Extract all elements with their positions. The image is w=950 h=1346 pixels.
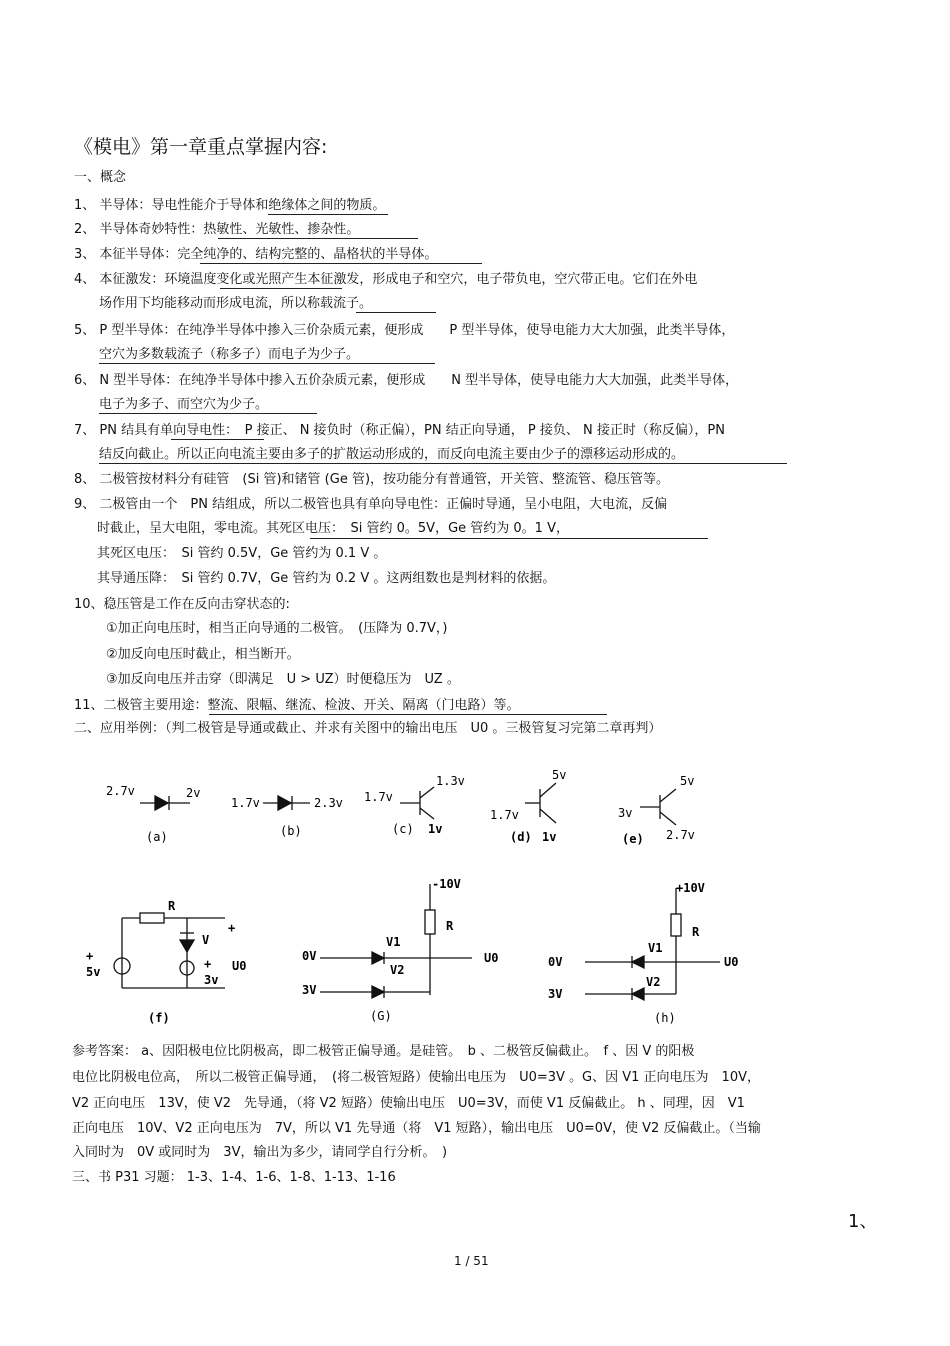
fig-b-anode-voltage: 1.7v xyxy=(231,796,260,810)
underline xyxy=(99,463,787,464)
answer-line: 参考答案： a、因阳极电位比阴极高，即二极管正偏导通。是硅管。 b 、二极管反偏截止。 f 、因 V 的阳极 xyxy=(72,1044,695,1059)
fig-a-cathode-voltage: 2v xyxy=(186,786,201,800)
fig-h-diode1-label: V1 xyxy=(648,941,663,955)
fig-e-collector-voltage: 5v xyxy=(680,774,695,788)
fig-d-emitter-voltage: 1v xyxy=(542,830,557,844)
underline xyxy=(99,413,317,414)
fig-h-supply-voltage: +10V xyxy=(676,881,705,895)
fig-e-base-voltage: 3v xyxy=(618,806,633,820)
list-item-continuation: 结反向截止。所以正向电流主要由多子的扩散运动形成的，而反向电流主要由少子的漂移运动形成的。 xyxy=(99,447,685,462)
list-item: 4、 本征激发：环境温度变化或光照产生本征激发，形成电子和空穴，电子带负电，空穴带正电。它们在外电 xyxy=(74,272,698,287)
fig-g-diode2-label: V2 xyxy=(390,963,405,977)
fig-g-input1: 0V xyxy=(302,949,317,963)
section-heading-examples: 二、应用举例：（判二极管是导通或截止、并求有关图中的输出电压 U0 。三极管复习完第二章再判） xyxy=(74,721,662,736)
sub-item: ①加正向电压时，相当正向导通的二极管。 (压降为 0.7V，) xyxy=(106,621,448,636)
fig-c-base-voltage: 1.7v xyxy=(364,790,393,804)
underline xyxy=(356,312,436,313)
fig-f-diode-label: V xyxy=(202,933,210,947)
list-item-continuation: 场作用下均能移动而形成电流，所以称载流子。 xyxy=(99,296,373,311)
fig-h-diode2-label: V2 xyxy=(646,975,661,989)
list-item: 9、 二极管由一个 PN 结组成，所以二极管也具有单向导电性：正偏时导通，呈小电阻，大电流，反偏 xyxy=(74,497,668,512)
fig-h-input1: 0V xyxy=(548,955,563,969)
underline xyxy=(268,214,388,215)
underline xyxy=(209,714,607,715)
fig-c-caption: (c) xyxy=(392,822,414,836)
fig-e-caption: (e) xyxy=(622,832,644,846)
fig-a-caption: (a) xyxy=(146,830,168,844)
list-item: 1、 半导体：导电性能介于导体和绝缘体之间的物质。 xyxy=(74,198,386,213)
list-item: 2、 半导体奇妙特性：热敏性、光敏性、掺杂性。 xyxy=(74,222,360,237)
fig-g-diode1-label: V1 xyxy=(386,935,401,949)
circuit-figures xyxy=(80,870,780,1030)
underline xyxy=(99,363,435,364)
fig-f-resistor-label: R xyxy=(168,899,176,913)
fig-g-supply-voltage: -10V xyxy=(432,877,461,891)
fig-f-source-voltage: 5v xyxy=(86,965,101,979)
section-heading-concepts: 一、概念 xyxy=(74,170,127,185)
fig-h-caption: (h) xyxy=(654,1011,676,1025)
list-item: 3、 本征半导体：完全纯净的、结构完整的、晶格状的半导体。 xyxy=(74,247,438,262)
answer-line: 正向电压 10V、V2 正向电压为 7V，所以 V1 先导通（将 V1 短路），输出电压 U0=0V，使 V2 反偏截止。（当输 xyxy=(72,1121,761,1136)
fig-f-zener-plus: + xyxy=(204,957,212,971)
underline xyxy=(200,263,482,264)
page-number: 1 / 51 xyxy=(454,1254,489,1268)
diode-transistor-figures xyxy=(100,765,720,855)
list-item-continuation: 电子为多子、而空穴为少子。 xyxy=(99,397,269,412)
fig-a-anode-voltage: 2.7v xyxy=(106,784,135,798)
fig-g-input2: 3V xyxy=(302,983,317,997)
list-item-continuation: 其死区电压： Si 管约 0.5V，Ge 管约为 0.1 V 。 xyxy=(97,546,387,561)
fig-h-input2: 3V xyxy=(548,987,563,1001)
fig-d-base-voltage: 1.7v xyxy=(490,808,519,822)
fig-g-resistor-label: R xyxy=(446,919,454,933)
underline xyxy=(220,288,342,289)
fig-f-caption: (f) xyxy=(148,1011,170,1025)
underline xyxy=(171,439,264,440)
list-item: 5、 P 型半导体：在纯净半导体中掺入三价杂质元素，便形成 P 型半导体，使导电能力大大加强，此类半导体， xyxy=(74,323,735,338)
fig-h-resistor-label: R xyxy=(692,925,700,939)
answer-line: V2 正向电压 13V，使 V2 先导通，（将 V2 短路）使输出电压 U0=3V，而使 V1 反偏截止。 h 、同理，因 V1 xyxy=(72,1096,745,1111)
sub-item: ②加反向电压时截止，相当断开。 xyxy=(106,647,300,662)
fig-b-cathode-voltage: 2.3v xyxy=(314,796,343,810)
fig-f-source-plus: + xyxy=(86,949,94,963)
list-item-continuation: 空穴为多数载流子（称多子）而电子为少子。 xyxy=(99,347,360,362)
fig-e-emitter-voltage: 2.7v xyxy=(666,828,695,842)
list-item: 11、二极管主要用途：整流、限幅、继流、检波、开关、隔离（门电路）等。 xyxy=(74,698,520,713)
fig-f-plus-top: + xyxy=(228,921,236,935)
fig-d-collector-voltage: 5v xyxy=(552,768,567,782)
answer-line: 电位比阴极电位高， 所以二极管正偏导通， (将二极管短路）使输出电压为 U0=3V 。G、因 V1 正向电压为 10V， xyxy=(72,1070,760,1085)
fig-g-output-label: U0 xyxy=(484,951,499,965)
answer-line: 入同时为 0V 或同时为 3V，输出为多少，请同学自行分析。 ) xyxy=(72,1145,448,1160)
list-item: 7、 PN 结具有单向导电性： P 接正、 N 接负时（称正偏），PN 结正向导通， P 接负、 N 接正时（称反偏），PN xyxy=(74,423,725,438)
document-title: 《模电》第一章重点掌握内容: xyxy=(74,136,328,158)
fig-c-emitter-voltage: 1v xyxy=(428,822,443,836)
list-item-continuation: 其导通压降： Si 管约 0.7V，Ge 管约为 0.2 V 。这两组数也是判材料的依据。 xyxy=(97,571,556,586)
list-item: 10、稳压管是工作在反向击穿状态的: xyxy=(74,597,290,612)
fig-d-caption: (d) xyxy=(510,830,532,844)
list-item-continuation: 时截止，呈大电阻，零电流。其死区电压： Si 管约 0。5V，Ge 管约为 0。1 V， xyxy=(97,521,569,536)
sub-item: ③加反向电压并击穿（即满足 U > UZ）时便稳压为 UZ 。 xyxy=(106,672,460,687)
fig-f-output-label: U0 xyxy=(232,959,247,973)
list-item: 8、 二极管按材料分有硅管 (Si 管)和锗管 (Ge 管)，按功能分有普通管，开关管、整流管、稳压管等。 xyxy=(74,472,670,487)
underline xyxy=(310,538,708,539)
list-item: 6、 N 型半导体：在纯净半导体中掺入五价杂质元素，便形成 N 型半导体，使导电能力大大加强，此类半导体， xyxy=(74,373,739,388)
fig-f-zener-voltage: 3v xyxy=(204,973,219,987)
section-heading-exercises: 三、书 P31 习题： 1-3、1-4、1-6、1-8、1-13、1-16 xyxy=(72,1170,396,1185)
fig-h-output-label: U0 xyxy=(724,955,739,969)
fig-g-caption: (G) xyxy=(370,1009,392,1023)
underline xyxy=(218,238,418,239)
question-number: 1、 xyxy=(848,1211,878,1232)
fig-b-caption: (b) xyxy=(280,824,302,838)
fig-c-collector-voltage: 1.3v xyxy=(436,774,465,788)
